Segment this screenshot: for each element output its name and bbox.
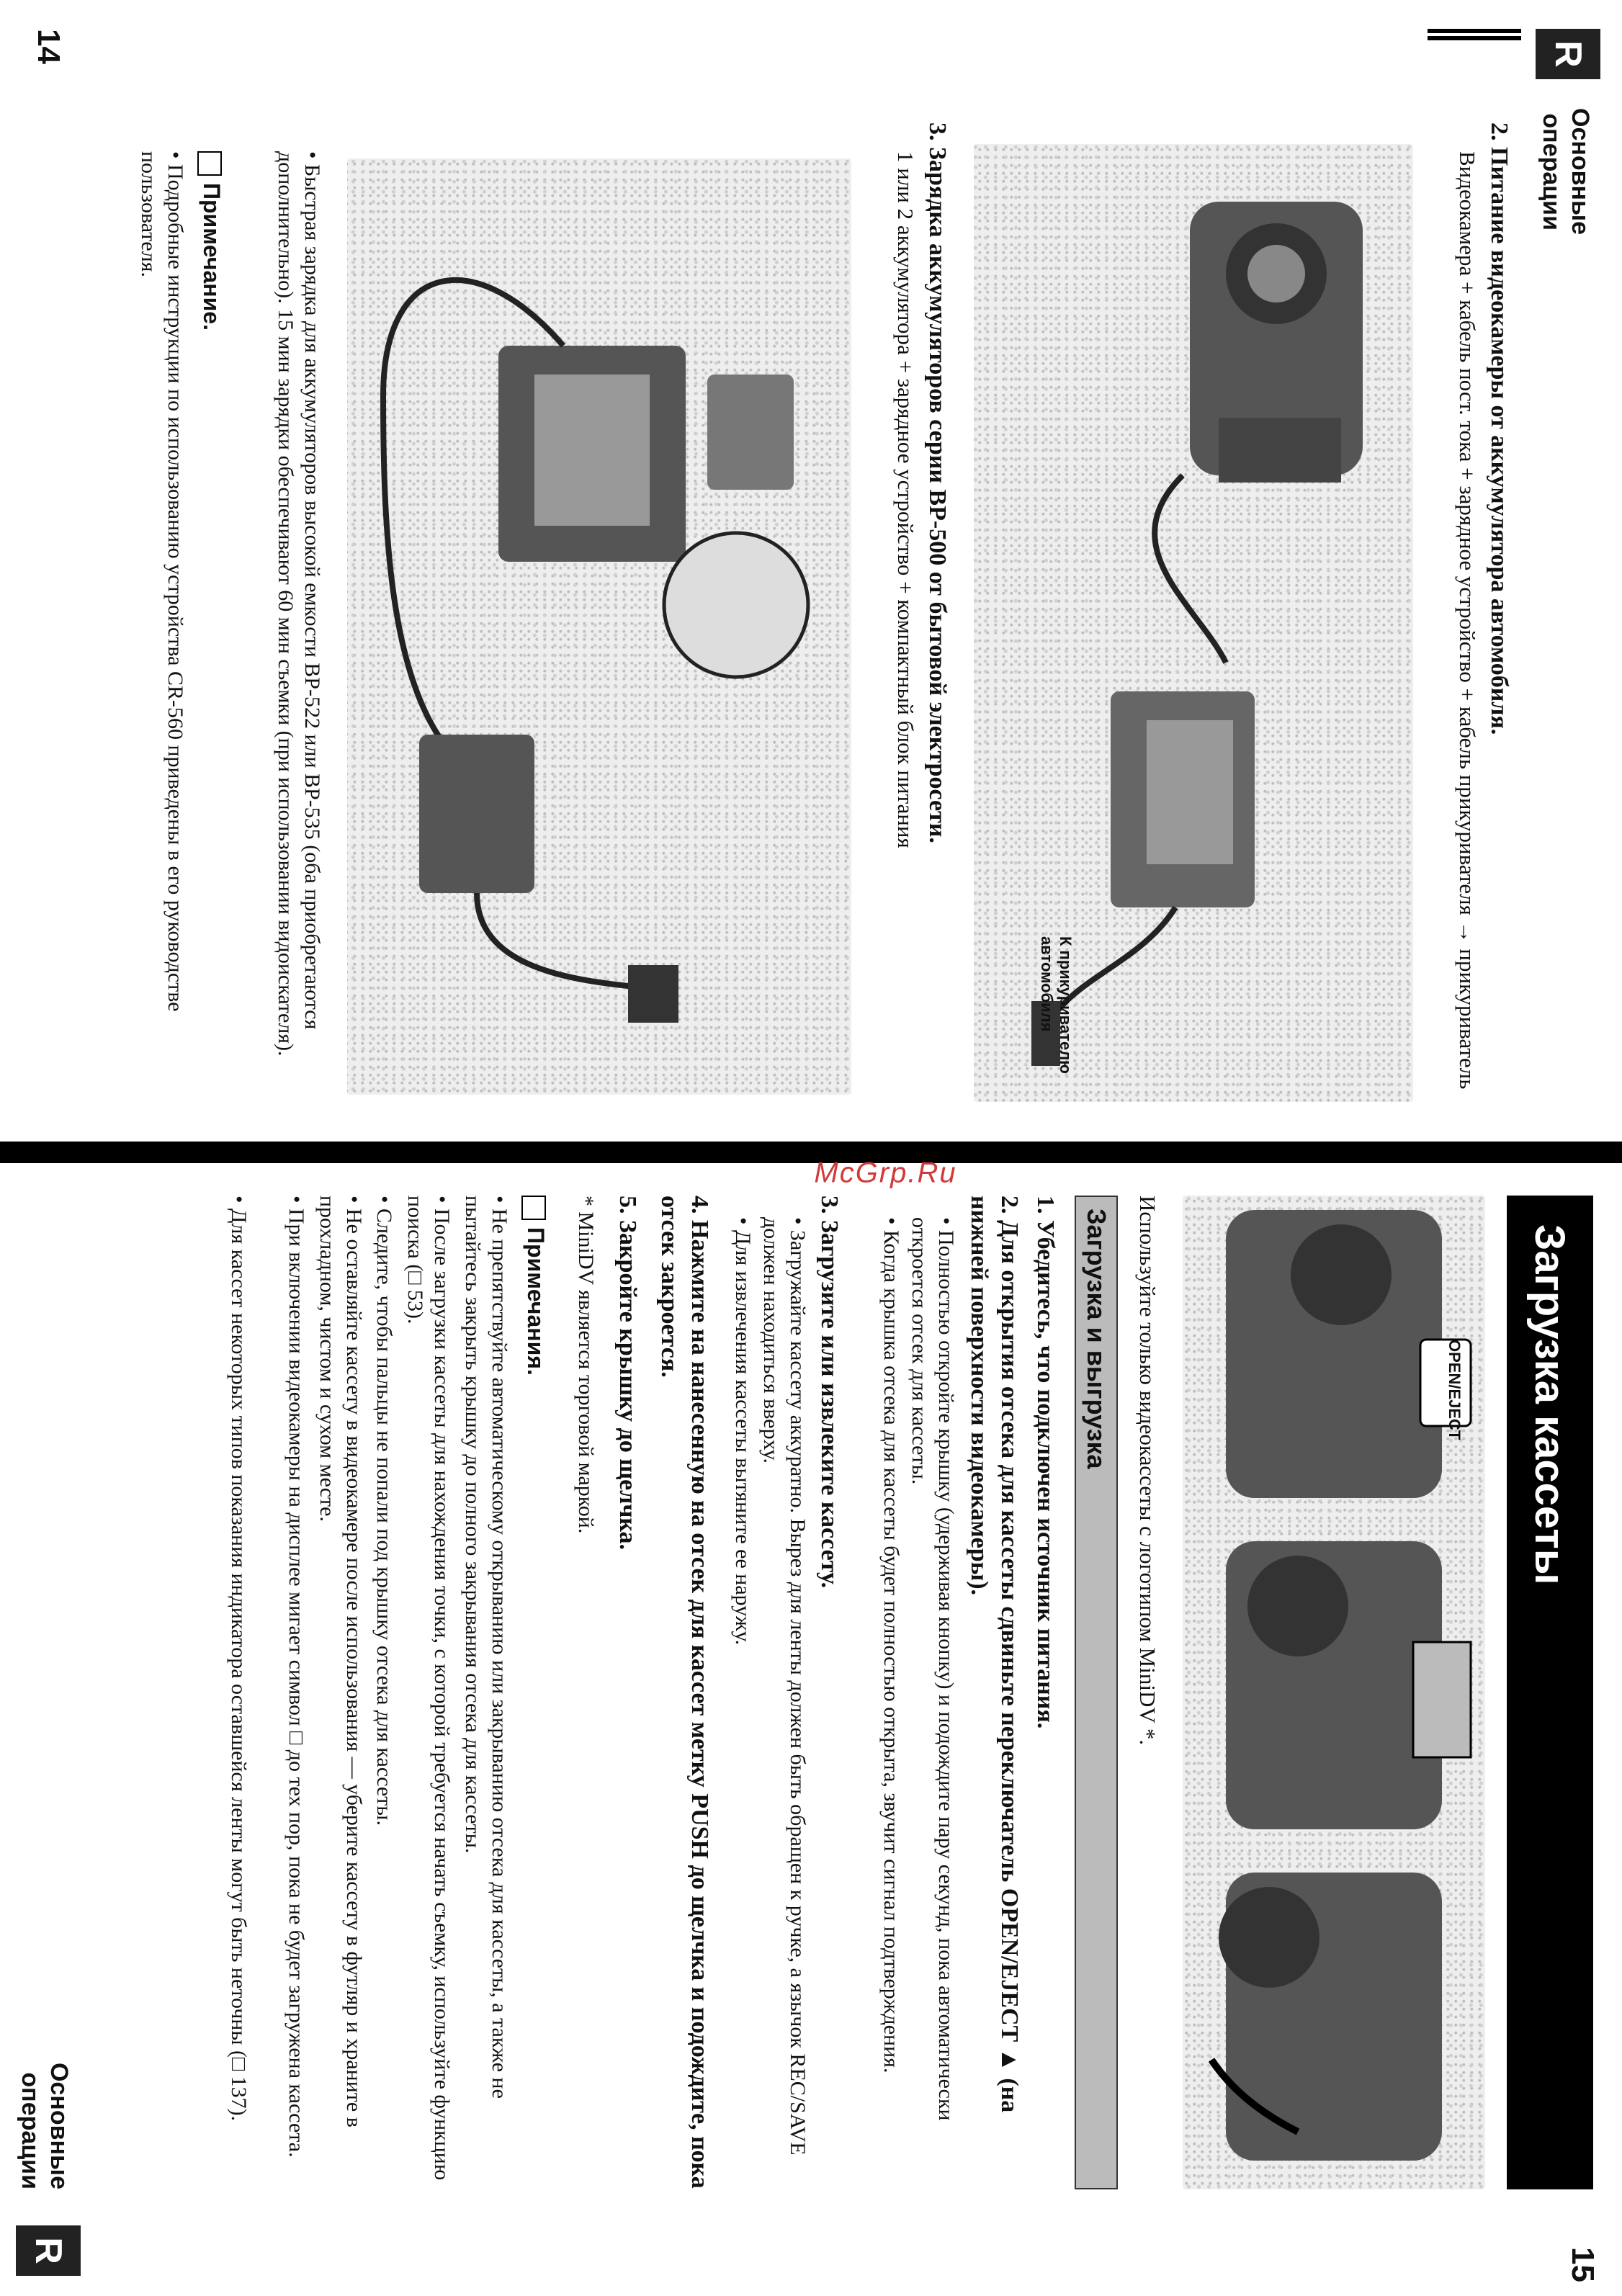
step-2: 2. Для открытия отсека для кассеты сдвиньте переключатель OPEN/EJECT ▲ (на нижней поверхности видеокамеры). [966, 1196, 1023, 2113]
section-tab-bars [1428, 29, 1521, 49]
notes-title-text: Примечания. [523, 1227, 549, 1376]
step-3: 3. Загрузите или извлеките кассету. [816, 1196, 843, 1589]
note-6: • Для кассет некоторых типов показания индикатора оставшейся ленты могут быть неточны (□ 137). [227, 1196, 251, 2122]
section-tab-right-line-1: Основные [45, 2062, 73, 2189]
page-title: Загрузка кассеты [1507, 1196, 1593, 2189]
step3-text: 1 или 2 аккумулятора + зарядное устройство + компактный блок питания [893, 151, 918, 848]
section-tab-right-line-2: операции [17, 2072, 44, 2189]
note-icon [521, 1196, 546, 1220]
note-3: • Следите, чтобы пальцы не попали под крышку отсека для кассеты. [372, 1196, 396, 1826]
right-page [0, 1167, 1622, 2296]
section-tab-line-1: Основные [1567, 108, 1594, 236]
note-title [197, 151, 225, 331]
step2-heading: 2. Питание видеокамеры от аккумулятора автомобиля. [1486, 122, 1513, 735]
language-badge-right: R [16, 2225, 81, 2276]
car-battery-illustration [974, 144, 1413, 1102]
note-icon [197, 151, 222, 176]
page-number-left: 14 [31, 29, 66, 64]
language-badge: R [1536, 29, 1600, 79]
cassette-loading-illustration [1183, 1196, 1485, 2189]
intro-text: Используйте только видеокассеты с логотипом MiniDV *. [1135, 1196, 1160, 1746]
page-number-right: 15 [1565, 2247, 1600, 2282]
left-page [0, 0, 1622, 1138]
step-2-bullet-2: • Когда крышка отсека для кассеты будет полностью открыта, звучит сигнал подтверждения. [879, 1217, 903, 2073]
cassette-loading-drawing [1183, 1196, 1485, 2189]
note-title-text: Примечание. [199, 183, 225, 331]
note-4: • Не оставляйте кассету в видеокамере после использования — уберите кассету в футляр и храните в прохладном, чистом и сухом месте. [315, 1196, 366, 2127]
note-5: • При включении видеокамеры на дисплее мигает символ □ до тех пор, пока не будет загружена кассета. [284, 1196, 308, 2158]
section-tab [1537, 108, 1595, 236]
fast-charge-bullet: • Быстрая зарядка для аккумуляторов высокой емкости BP-522 или BP-535 (оба приобретаются дополнительно). 15 мин зарядки обеспечивают 60 мин съемки (при использовании видоискателя). [274, 151, 324, 1057]
note-2: • После загрузки кассеты для нахождения точки, с которой требуется начать съемку, используйте функцию поиска (□ 53). [403, 1196, 454, 2181]
note-text: • Подробные инструкции по использованию устройства CR-560 приведены в его руководстве пользователя. [137, 151, 187, 1012]
car-outlet-callout: К прикуривателю автомобиля [1038, 936, 1075, 1074]
open-eject-label: OPEN/EJECT [1446, 1340, 1464, 1440]
step-3-bullet-2: • Для извлечения кассеты вытяните ее наружу. [731, 1217, 755, 1646]
step-4: 4. Нажмите на нанесенную на отсек для кассет метку PUSH до щелчка и подождите, пока отсек закроется. [656, 1196, 713, 2189]
step2-text: Видеокамера + кабель пост. тока + зарядное устройство + кабель прикуривателя → прикуриватель [1455, 151, 1480, 1090]
notes-title [521, 1196, 549, 1376]
section-tab-line-2: операции [1538, 113, 1565, 230]
step3-heading: 3. Зарядка аккумуляторов серии BP-500 от бытовой электросети. [924, 122, 951, 843]
note-1: • Не препятствуйте автоматическому открыванию или закрыванию отсека для кассеты, а также не пытайтесь закрыть крышку до полного закрывания отсека для кассеты. [461, 1196, 511, 2099]
trademark-note: * MiniDV является торговой маркой. [574, 1196, 598, 1534]
step-3-bullet-1: • Загружайте кассету аккуратно. Вырез для ленты должен быть обращен к ручке, а язычок REC/SAVE должен находиться вверху. [759, 1217, 810, 2156]
step-1: 1. Убедитесь, что подключен источник питания. [1032, 1196, 1059, 1729]
home-charging-drawing [347, 158, 851, 1095]
watermark: McGrp.Ru [814, 1157, 957, 1189]
home-charging-illustration [347, 158, 851, 1095]
section-tab-right [16, 2060, 73, 2189]
step-2-bullet-1: • Полностью откройте крышку (удерживая кнопку) и подождите пару секунд, пока автоматически откроется отсек для кассеты. [908, 1217, 958, 2121]
step-5: 5. Закройте крышку до щелчка. [614, 1196, 641, 1551]
page-divider [0, 1142, 1622, 1163]
subsection-title: Загрузка и выгрузка [1075, 1196, 1118, 2189]
